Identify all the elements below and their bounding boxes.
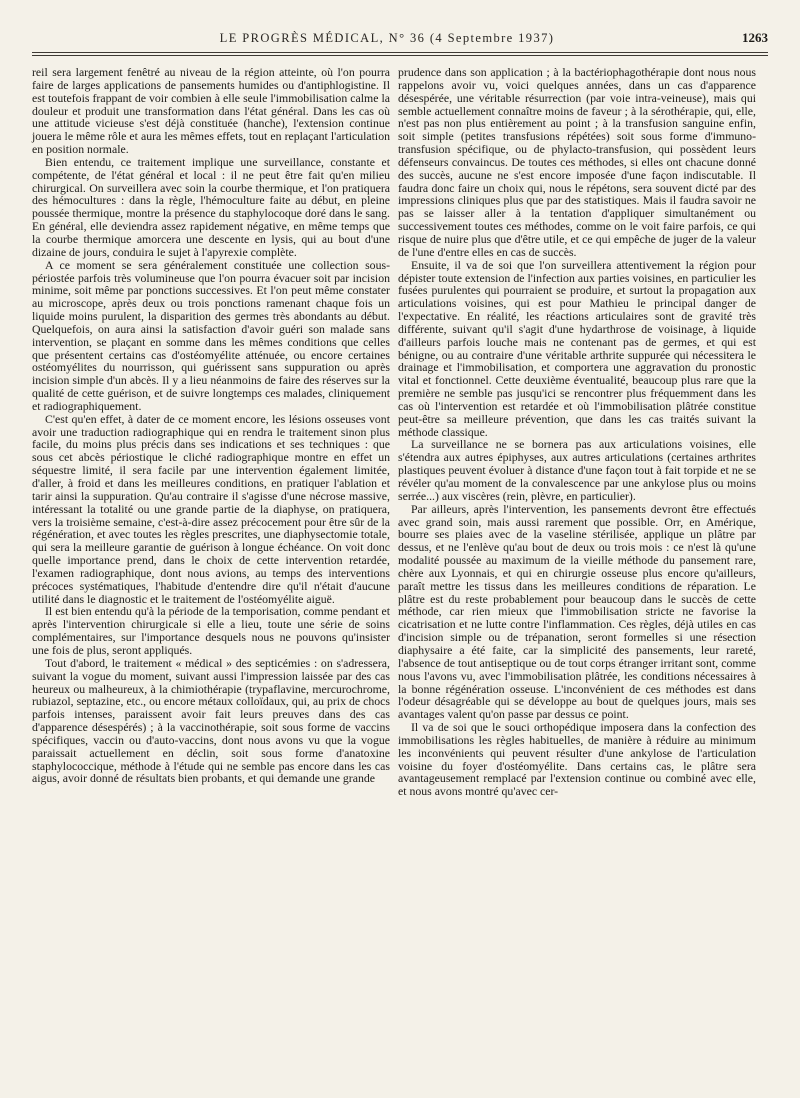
right-column	[398, 66, 756, 798]
paragraph: La surveillance ne se bornera pas aux articulations voisines, elle s'étendra aux autres épiphyses, aux autres articulations (certaines arthrites plastiques peuvent évoluer à distance d'une façon tout à fait torpide et ne se révéler qu'au moment de la convalescence par une ankylose plus ou moins serrée...) aux viscères (rein, plèvre, en particulier).	[398, 437, 756, 503]
left-column	[32, 66, 390, 785]
paragraph: prudence dans son application ; à la bactériophagothérapie dont nous nous rappelons avoir vu, voici quelques années, dans un cas d'apparence désespérée, une véritable résurrection (par voie intra-veineuse), mais qui semble actuellement connaître moins de faveur ; à la sérothérapie, qui, elle, n'est pas non plus entièrement au point ; à la transfusion sanguine enfin, soit simple (petites transfusions répétées) soit sous forme d'immuno-transfusion spécifique, ou de phylacto-transfusion, qui possèdent leurs défenseurs convaincus. De toutes ces méthodes, si elles ont chacune donné des succès, aucune ne s'est encore imposée d'une façon indiscutable. Il faudra donc faire un choix qui, nous le répétons, sera souvent dicté par des impressions cliniques plus que par des statistiques. Mais il faudra savoir ne pas se laisser aller à la tentation d'appliquer simultanément ou successivement toutes ces méthodes, comme on le voit faire parfois, ce qui risque de nuire plus que d'être utile, et ce qui empêche de juger de la valeur de l'une d'entre elles en cas de succès.	[398, 65, 756, 259]
paragraph: A ce moment se sera généralement constituée une collection sous-périostée parfois très volumineuse que l'on pourra évacuer soit par incision minime, soit même par ponctions successives. Et l'on peut même constater au microscope, après deux ou trois ponctions ramenant chaque fois un liquide moins purulent, la disparition des germes très abondants au début. Quelquefois, on aura ainsi la satisfaction d'avoir guéri son malade sans intervention, se plaçant en somme dans les mêmes conditions que celles que présentent certains cas d'ostéomyélite atténuée, ou encore certaines ostéomyélites du nourrisson, qui guérissent sans suppuration ou après incision simple d'un abcès. Il y a lieu néanmoins de faire des réserves sur la qualité de cette guérison, et de suivre longtemps ces malades, cliniquement et radiographiquement.	[32, 257, 390, 413]
paragraph: Par ailleurs, après l'intervention, les pansements devront être effectués avec grand soin, mais aussi rarement que possible. Orr, en Amérique, bourre ses plaies avec de la vaseline stérilisée, applique un plâtre par dessus, et ne l'enlève qu'au bout de deux ou trois mois : ce n'est là qu'une modalité poussée au maximum de la vieille méthode du pansement rare, chère aux Lyonnais, et qui en chirurgie osseuse plus encore qu'ailleurs, paraît mettre les tissus dans les meilleures conditions de réparation. Le plâtre est du reste probablement pour beaucoup dans le succès de cette méthode, car rien mieux que l'immobilisation stricte ne favorise la cicatrisation et ne lutte contre l'inflammation. Ces règles, déjà utiles en cas d'incision simple ou de trépanation, seront formelles si une résection diaphysaire a été faite, car la simplicité des pansements, leur rareté, l'absence de tout antiseptique ou de tout corps étranger irritant sont, comme nous l'avons vu, avec l'immobilisation plâtrée, les conditions nécessaires à la bonne régénération osseuse. L'inconvénient de ces méthodes est dans l'odeur désagréable qui se développe au bout de quelques jours, mais ses avantages valent qu'on passe par dessus ce point.	[398, 501, 756, 722]
paragraph: Il est bien entendu qu'à la période de la temporisation, comme pendant et après l'intervention chirurgicale si elle a lieu, toute une série de soins complémentaires, sur l'importance desquels nous ne pouvons qu'insister une fois de plus, seront appliqués.	[32, 604, 390, 657]
paragraph: Tout d'abord, le traitement « médical » des septicémies : on s'adressera, suivant la vogue du moment, suivant aussi l'impression laissée par des cas heureux ou malheureux, à la chimiothérapie (trypaflavine, mercurochrome, rubiazol, septazine, etc., ou encore métaux colloïdaux, qui, au prix de chocs parfois intenses, paraissent avoir fait leurs preuves dans des cas d'apparence désespérés) ; à la vaccinothérapie, soit sous forme de vaccins spécifiques, vaccin ou d'auto-vaccins, dont nous avons vu que la vogue paraissait actuellement en déclin, soit sous forme d'anatoxine staphylococcique, méthode à l'étude qui ne semble pas encore dans les cas aigus, avoir donné de résultats bien probants, et qui demande une grande	[32, 655, 390, 786]
paragraph: Bien entendu, ce traitement implique une surveillance, constante et compétente, de l'état général et local : il ne peut être fait qu'en milieu chirurgical. On surveillera avec soin la courbe thermique, et l'on pratiquera des hémocultures : dans la règle, l'hémoculture faite au début, en pleine poussée thermique, montre la présence du staphylocoque doré dans le sang. En général, elle deviendra assez rapidement négative, en même temps que la courbe thermique amorcera une descente en lysis, qui au bout d'une dizaine de jours, conduira le sujet à l'apyrexie complète.	[32, 154, 390, 259]
journal-title: LE PROGRÈS MÉDICAL, N° 36 (4 Septembre 1937)	[219, 31, 555, 45]
running-header	[32, 30, 768, 50]
page-number: 1263	[742, 30, 768, 45]
paragraph: C'est qu'en effet, à dater de ce moment encore, les lésions osseuses vont avoir une traduction radiographique qui en rendra le traitement sinon plus facile, du moins plus précis dans ses indications et ses techniques : que sous cet abcès périostique le cliché radiographique montre en effet un séquestre limité, il sera facile par une intervention également limitée, d'aller, à froid et dans les meilleures conditions, en pratiquer l'ablation et tarir ainsi la suppuration. Qu'au contraire il s'agisse d'une nécrose massive, intéressant la totalité ou une grande partie de la diaphyse, on pratiquera, vers la troisième semaine, c'est-à-dire assez précocement pour être sûr de la régénération, et avec toutes les règles prescrites, une diaphysectomie totale, qui sera la meilleure garantie de guérison à longue échéance. On voit donc quelle importance prend, dans le choix de cette intervention retardée, l'examen radiographique, dont nous avions, au temps des interventions précoces systématiques, l'habitude d'entendre dire qu'il n'était d'aucune utilité dans le diagnostic et le traitement de l'ostéomyélite aiguë.	[32, 411, 390, 606]
header-rule-double	[32, 55, 768, 56]
paragraph: Ensuite, il va de soi que l'on surveillera attentivement la région pour dépister toute extension de l'infection aux parties voisines, en particulier les fusées purulentes qui pourraient se produire, et surtout la propagation aux articulations voisines, qui est pour Mathieu le principal danger de l'expectative. En réalité, les réactions articulaires sont de gravité très différente, suivant qu'il s'agit d'une hydarthrose de voisinage, à liquide d'ailleurs parfois louche mais ne contenant pas de germes, et qui est bénigne, ou au contraire d'une véritable arthrite suppurée qui nécessitera le drainage et l'immobilisation, et comportera une aggravation du pronostic vital et fonctionnel. Cette deuxième éventualité, beaucoup plus rare que la première ne semble pas jusqu'ici se rencontrer plus fréquemment dans les cas où l'intervention est retardée et où l'immobilisation plâtrée constitue peut-être sa meilleure prévention, que dans les cas traités suivant la méthode classique.	[398, 257, 756, 439]
paragraph: reil sera largement fenêtré au niveau de la région atteinte, où l'on pourra faire de larges applications de pansements humides ou d'antiphlogistine. Il est toutefois frappant de voir combien à elle seule l'immobilisation calme la douleur et produit une transformation dans l'état général. Dans les cas où une attitude vicieuse s'est déjà constituée (hanche), l'extension continue jouera le même rôle et aura les mêmes effets, tout en replaçant l'articulation en position normale.	[32, 65, 390, 157]
header-rule	[32, 52, 768, 53]
paragraph: Il va de soi que le souci orthopédique imposera dans la confection des immobilisations les règles habituelles, de manière à réduire au minimum les inconvénients qui peuvent résulter d'une ankylose de l'articulation voisine du foyer d'ostéomyélite. Dans certains cas, le plâtre sera avantageusement remplacé par l'extension continue ou combiné avec elle, et nous avons montré qu'avec cer-	[398, 720, 756, 799]
